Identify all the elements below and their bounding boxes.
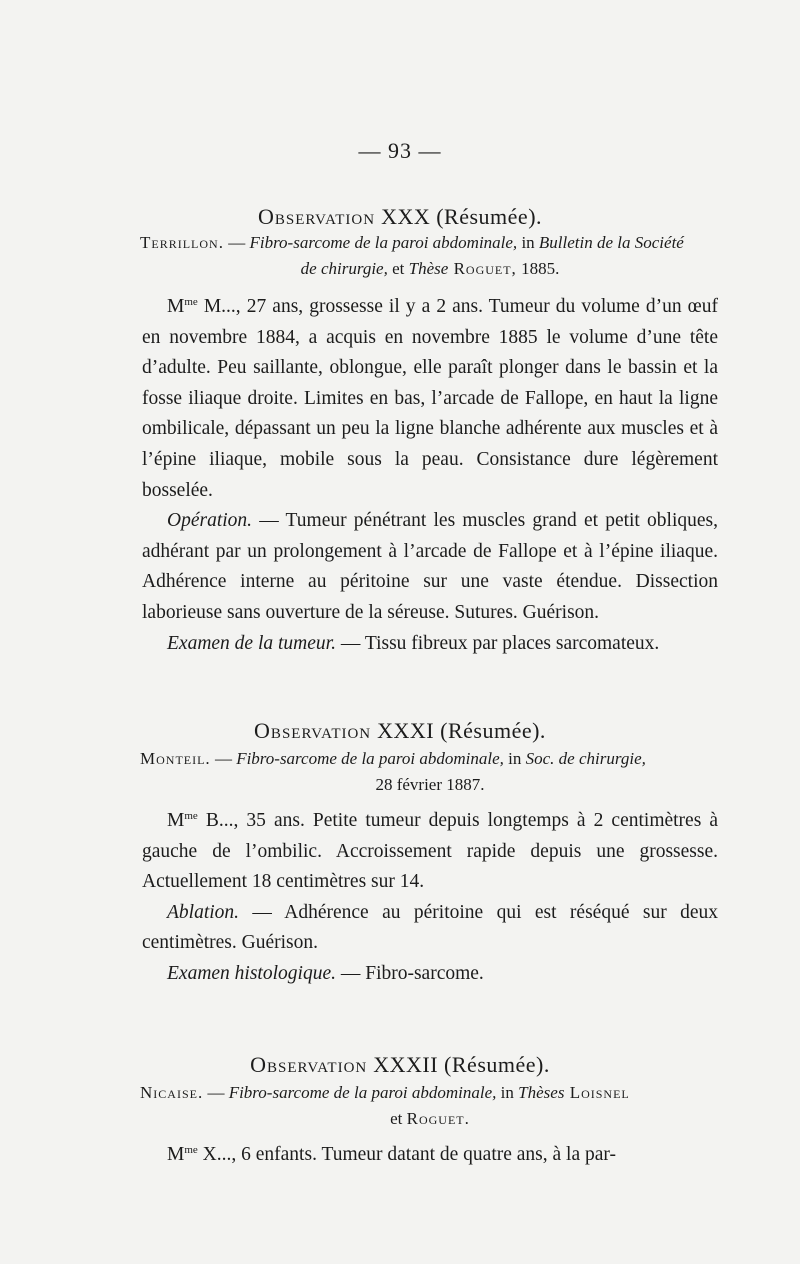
- paragraph: [142, 292, 718, 506]
- ref-dash: —: [223, 233, 250, 252]
- ref-author: Monteil.: [140, 749, 211, 768]
- paragraph-text: — Tumeur pénétrant les muscles grand et petit obliques, adhérant par un prolongement à l’arcade de Fallope et à l’épine iliaque. Adhérence interne au péritoine sur une vaste étendue. Dissection laborieuse sans ouverture de la séreuse. Sutures. Guérison.: [142, 510, 718, 623]
- ref-in: in: [496, 1083, 519, 1102]
- ref-title: Fibro-sarcome de la paroi abdominale,: [228, 1083, 497, 1102]
- observation-body: [142, 806, 718, 990]
- ref-author: Terrillon.: [140, 233, 224, 252]
- ref-these: Thèse: [408, 259, 449, 278]
- ref-dash: —: [210, 749, 237, 768]
- paragraph-text: X..., 6 enfants. Tumeur datant de quatre ans, à la par-: [197, 1144, 616, 1165]
- ref-name: Roguet.: [406, 1109, 470, 1128]
- paragraph-text: — Tissu fibreux par places sarcomateux.: [335, 632, 660, 654]
- ref-name: Loisnel: [564, 1083, 630, 1102]
- section-label: Examen de la tumeur.: [167, 632, 336, 654]
- paragraph: [142, 898, 718, 959]
- ref-title: Fibro-sarcome de la paroi abdominale,: [249, 233, 518, 252]
- paragraph: [142, 1140, 718, 1171]
- ref-journal: Soc. de chirurgie,: [525, 749, 646, 768]
- paragraph: [142, 806, 718, 898]
- bibliographic-reference: [140, 1080, 720, 1132]
- salutation: M: [167, 1144, 185, 1165]
- ref-date: 28 février 1887.: [375, 775, 485, 794]
- observation-number: XXXI (Résumée).: [371, 718, 546, 743]
- ref-journal: Thèses: [518, 1083, 565, 1102]
- paragraph-text: B..., 35 ans. Petite tumeur depuis longtemps à 2 centimètres à gauche de l’ombilic. Accroissement rapide depuis une grossesse. Actuellement 18 centimètres sur 14.: [142, 810, 718, 893]
- section-label: Ablation.: [167, 901, 240, 923]
- observation-label: Observation: [250, 1052, 368, 1077]
- ref-et: et: [390, 1109, 407, 1128]
- ref-et: et: [387, 259, 409, 278]
- ref-second-line: [140, 256, 720, 282]
- bibliographic-reference: [140, 746, 720, 798]
- paragraph-text: M..., 27 ans, grossesse il y a 2 ans. Tumeur du volume d’un œuf en novembre 1884, a acquis en novembre 1885 le volume d’une tête d’adulte. Peu saillante, oblongue, elle paraît plonger dans le bassin et la fosse iliaque droite. Limites en bas, l’arcade de Fallope, en haut la ligne ombilicale, dépassant un peu la ligne blanche adhérente aux muscles et à l’épine iliaque, mobile sous la peau. Consistance dure légèrement bosselée.: [142, 296, 718, 501]
- bibliographic-reference: [140, 230, 720, 282]
- section-label: Opération.: [167, 510, 253, 532]
- paragraph-text: — Adhérence au péritoine qui est réséqué sur deux centimètres. Guérison.: [142, 901, 718, 954]
- observation-label: Observation: [254, 718, 372, 743]
- observation-body: [142, 292, 718, 659]
- section-label: Examen histologique.: [167, 962, 336, 984]
- salutation-sup: me: [184, 810, 198, 822]
- observation-number: XXXII (Résumée).: [367, 1052, 550, 1077]
- observation-title: [0, 718, 800, 744]
- paragraph-text: — Fibro-sarcome.: [335, 962, 484, 984]
- observation-body: [142, 1140, 718, 1171]
- ref-year: 1885.: [516, 259, 560, 278]
- paragraph: [142, 629, 718, 660]
- ref-author: Nicaise.: [140, 1083, 204, 1102]
- ref-second-line: [140, 1106, 720, 1132]
- observation-number: XXX (Résumée).: [375, 204, 543, 229]
- ref-title: Fibro-sarcome de la paroi abdominale,: [236, 749, 504, 768]
- ref-dash: —: [203, 1083, 229, 1102]
- page-number: — 93 —: [358, 138, 442, 163]
- observation-label: Observation: [257, 204, 376, 229]
- ref-journal-cont: de chirurgie,: [300, 259, 388, 278]
- ref-in: in: [517, 233, 539, 252]
- paragraph: [142, 506, 718, 628]
- ref-journal: Bulletin de la Société: [538, 233, 684, 252]
- paragraph: [142, 959, 718, 990]
- salutation-sup: me: [184, 296, 198, 308]
- salutation-sup: me: [184, 1144, 198, 1156]
- salutation: M: [167, 810, 185, 831]
- ref-in: in: [503, 749, 526, 768]
- observation-title: [0, 1052, 800, 1078]
- salutation: M: [167, 296, 185, 317]
- ref-name: Roguet,: [448, 259, 517, 278]
- observation-title: [0, 204, 800, 230]
